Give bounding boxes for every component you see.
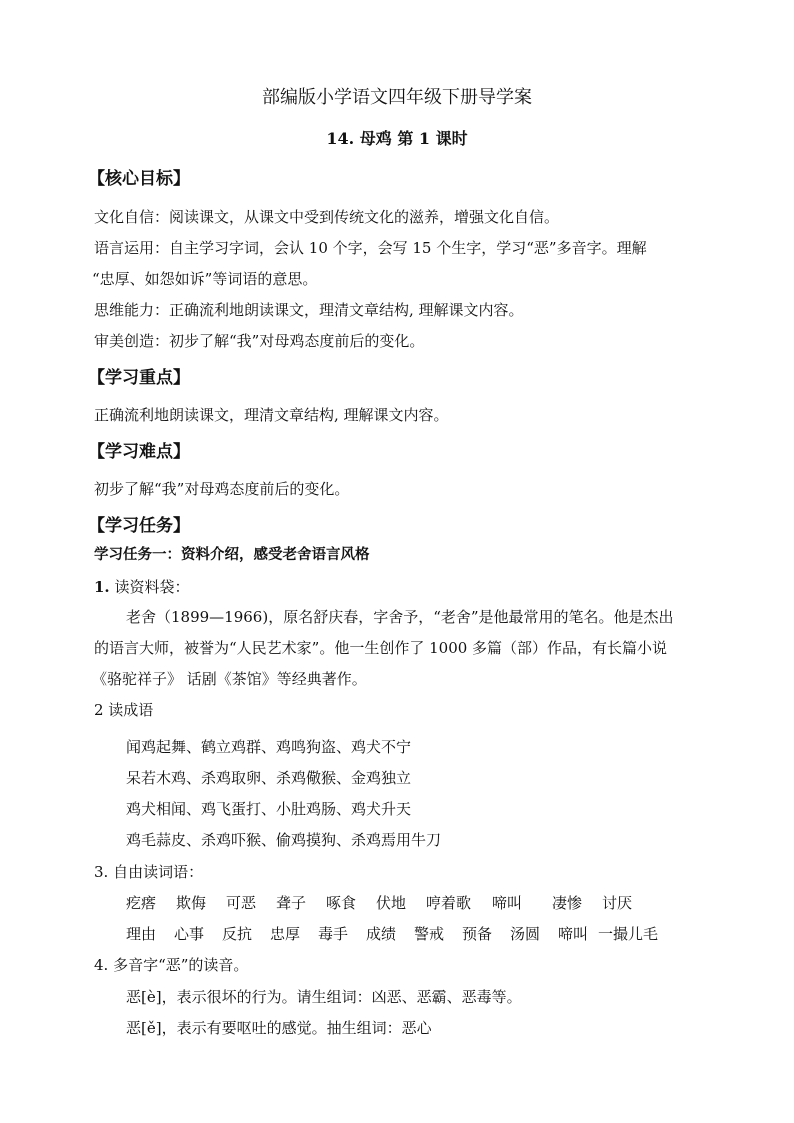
section-heading-difficulties: 【学习难点】 bbox=[88, 442, 190, 462]
core-goal-language: 语言运用：自主学习字词，会认 10 个字，会写 15 个生字，学习“恶”多音字。理解 bbox=[94, 239, 647, 257]
step3-label: 3. 自由读词语： bbox=[94, 863, 204, 881]
lesson-subtitle: 14. 母鸡 第 1 课时 bbox=[326, 129, 468, 148]
step1-number: 1. bbox=[94, 578, 110, 596]
word-item: 心事 bbox=[174, 925, 205, 943]
word-item: 欺侮 bbox=[176, 894, 207, 912]
step2-label: 2 读成语 bbox=[94, 701, 154, 719]
word-item: 疙瘩 bbox=[126, 894, 157, 912]
word-item: 可恶 bbox=[226, 894, 257, 912]
word-item: 毒手 bbox=[318, 925, 349, 943]
word-item: 警戒 bbox=[414, 925, 445, 943]
core-goal-aesthetic: 审美创造：初步了解“我”对母鸡态度前后的变化。 bbox=[94, 332, 425, 350]
word-item: 预备 bbox=[462, 925, 493, 943]
section-heading-core-goals: 【核心目标】 bbox=[88, 169, 190, 189]
core-goal-language-cont: “忠厚、如怨如诉”等词语的意思。 bbox=[92, 270, 318, 288]
word-item: 聋子 bbox=[276, 894, 307, 912]
core-goal-thinking: 思维能力：正确流利地朗读课文，理清文章结构, 理解课文内容。 bbox=[94, 301, 524, 319]
word-item: 伏地 bbox=[376, 894, 407, 912]
bio-line-2: 的语言大师，被誉为“人民艺术家”。他一生创作了 1000 多篇（部）作品，有长篇小说 bbox=[94, 639, 668, 657]
word-item: 反抗 bbox=[222, 925, 253, 943]
word-item: 理由 bbox=[126, 925, 157, 943]
idiom-line-3: 鸡犬相闻、鸡飞蛋打、小肚鸡肠、鸡犬升天 bbox=[126, 800, 412, 818]
word-item: 啼叫 bbox=[558, 925, 589, 943]
task1-title: 学习任务一：资料介绍，感受老舍语言风格 bbox=[94, 546, 370, 563]
bio-line-1: 老舍（1899—1966)，原名舒庆春，字舍予，“老舍”是他最常用的笔名。他是杰出 bbox=[126, 608, 674, 626]
word-item: 忠厚 bbox=[270, 925, 301, 943]
word-item: 一撮儿毛 bbox=[598, 925, 659, 943]
section-heading-tasks: 【学习任务】 bbox=[88, 516, 190, 536]
difficulties-text: 初步了解“我”对母鸡态度前后的变化。 bbox=[94, 480, 350, 498]
polyphone-e3: 恶[ě]，表示有要呕吐的感觉。抽生组词：恶心 bbox=[126, 1019, 432, 1037]
step4-label: 4. 多音字“恶”的读音。 bbox=[94, 956, 249, 974]
word-item: 讨厌 bbox=[602, 894, 633, 912]
core-goal-culture: 文化自信：阅读课文，从课文中受到传统文化的滋养，增强文化自信。 bbox=[94, 208, 560, 226]
word-item: 凄惨 bbox=[552, 894, 583, 912]
polyphone-e4: 恶[è]，表示很坏的行为。请生组词：凶恶、恶霸、恶毒等。 bbox=[126, 988, 522, 1006]
word-item: 啄食 bbox=[326, 894, 357, 912]
word-list-row-1 bbox=[126, 893, 642, 913]
bio-line-3: 《骆驼祥子》 话剧《茶馆》等经典著作。 bbox=[92, 670, 367, 688]
word-list-row-2 bbox=[126, 924, 674, 944]
word-item: 成绩 bbox=[366, 925, 397, 943]
idiom-line-1: 闻鸡起舞、鹤立鸡群、鸡鸣狗盗、鸡犬不宁 bbox=[126, 738, 412, 756]
section-heading-key-points: 【学习重点】 bbox=[88, 368, 190, 388]
idiom-line-2: 呆若木鸡、杀鸡取卵、杀鸡儆猴、金鸡独立 bbox=[126, 769, 412, 787]
word-item: 啼叫 bbox=[492, 894, 523, 912]
word-item: 哼着歌 bbox=[426, 894, 472, 912]
document-title: 部编版小学语文四年级下册导学案 bbox=[262, 87, 532, 108]
idiom-line-4: 鸡毛蒜皮、杀鸡吓猴、偷鸡摸狗、杀鸡焉用牛刀 bbox=[126, 831, 442, 849]
step1-line bbox=[94, 577, 189, 597]
key-points-text: 正确流利地朗读课文，理清文章结构, 理解课文内容。 bbox=[94, 406, 449, 424]
step1-label: 读资料袋： bbox=[109, 578, 190, 596]
word-item: 汤圆 bbox=[510, 925, 541, 943]
